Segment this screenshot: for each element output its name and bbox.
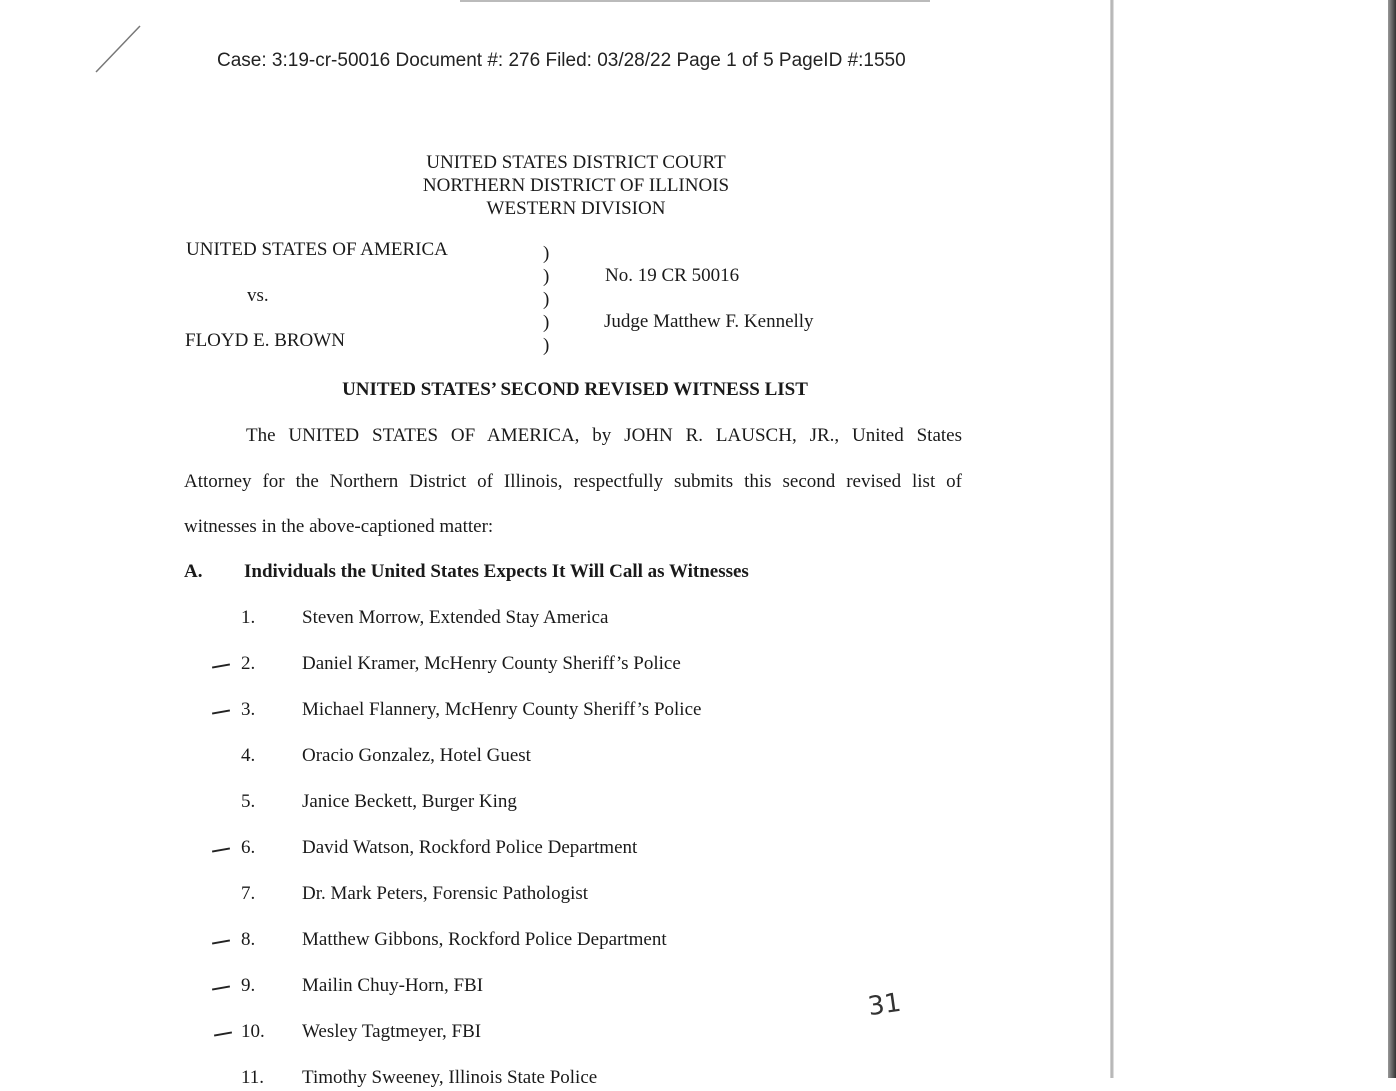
- witness-number: 3.: [241, 699, 256, 720]
- pencil-mark: [90, 20, 150, 80]
- intro-line: witnesses in the above-captioned matter:: [184, 516, 494, 537]
- paren: ): [543, 335, 550, 356]
- witness-number: 8.: [241, 929, 256, 950]
- witness-name: Dr. Mark Peters, Forensic Pathologist: [302, 883, 589, 904]
- witness-name: Daniel Kramer, McHenry County Sheriff’s Police: [302, 653, 681, 674]
- witness-name: David Watson, Rockford Police Department: [302, 837, 638, 858]
- paren: ): [543, 312, 550, 333]
- witness-name: Wesley Tagtmeyer, FBI: [302, 1021, 482, 1042]
- handwritten-tick-mark: [212, 847, 230, 852]
- witness-number: 4.: [241, 745, 256, 766]
- paren: ): [543, 243, 550, 264]
- witness-name: Timothy Sweeney, Illinois State Police: [302, 1067, 598, 1088]
- versus: vs.: [247, 285, 269, 306]
- court-division: WESTERN DIVISION: [486, 198, 666, 219]
- intro-line: Attorney for the Northern District of Illinois, respectfully submits this second revised list of: [184, 470, 962, 492]
- intro-paragraph: [184, 413, 962, 550]
- paren: ): [543, 289, 550, 310]
- handwritten-note: 31: [866, 987, 904, 1023]
- witness-number: 6.: [241, 837, 256, 858]
- intro-line: The UNITED STATES OF AMERICA, by JOHN R. LAUSCH, JR., United States: [246, 425, 962, 446]
- judge: Judge Matthew F. Kennelly: [604, 311, 814, 332]
- court-heading: [0, 151, 1152, 220]
- witness-name: Janice Beckett, Burger King: [302, 791, 517, 812]
- section-letter: A.: [184, 561, 203, 582]
- caption-parens: [543, 242, 549, 357]
- case-header: Case: 3:19-cr-50016 Document #: 276 Filed: 03/28/22 Page 1 of 5 PageID #:1550: [217, 50, 906, 71]
- handwritten-tick-mark: [214, 1031, 232, 1036]
- witness-number: 5.: [241, 791, 256, 812]
- case-number: No. 19 CR 50016: [605, 265, 740, 286]
- defendant: FLOYD E. BROWN: [185, 330, 345, 351]
- witness-name: Steven Morrow, Extended Stay America: [302, 607, 609, 628]
- witness-name: Oracio Gonzalez, Hotel Guest: [302, 745, 531, 766]
- witness-number: 7.: [241, 883, 256, 904]
- handwritten-tick-mark: [212, 663, 230, 668]
- section-a-heading: [184, 561, 749, 583]
- witness-name: Michael Flannery, McHenry County Sheriff’s Police: [302, 699, 702, 720]
- plaintiff: UNITED STATES OF AMERICA: [186, 239, 448, 260]
- witness-number: 1.: [241, 607, 256, 628]
- scan-border: [1388, 0, 1396, 1078]
- handwritten-tick-mark: [212, 985, 230, 990]
- witness-number: 9.: [241, 975, 256, 996]
- handwritten-tick-mark: [212, 939, 230, 944]
- court-name: UNITED STATES DISTRICT COURT: [426, 152, 726, 173]
- witness-number: 11.: [241, 1067, 265, 1088]
- paren: ): [543, 266, 550, 287]
- handwritten-tick-mark: [212, 709, 230, 714]
- section-title: Individuals the United States Expects It Will Call as Witnesses: [244, 561, 749, 582]
- witness-name: Mailin Chuy-Horn, FBI: [302, 975, 484, 996]
- scan-edge-top: [460, 0, 930, 2]
- witness-name: Matthew Gibbons, Rockford Police Department: [302, 929, 667, 950]
- court-district: NORTHERN DISTRICT OF ILLINOIS: [422, 175, 730, 196]
- document-title: UNITED STATES’ SECOND REVISED WITNESS LIST: [342, 379, 808, 400]
- witness-number: 10.: [241, 1021, 265, 1042]
- witness-number: 2.: [241, 653, 256, 674]
